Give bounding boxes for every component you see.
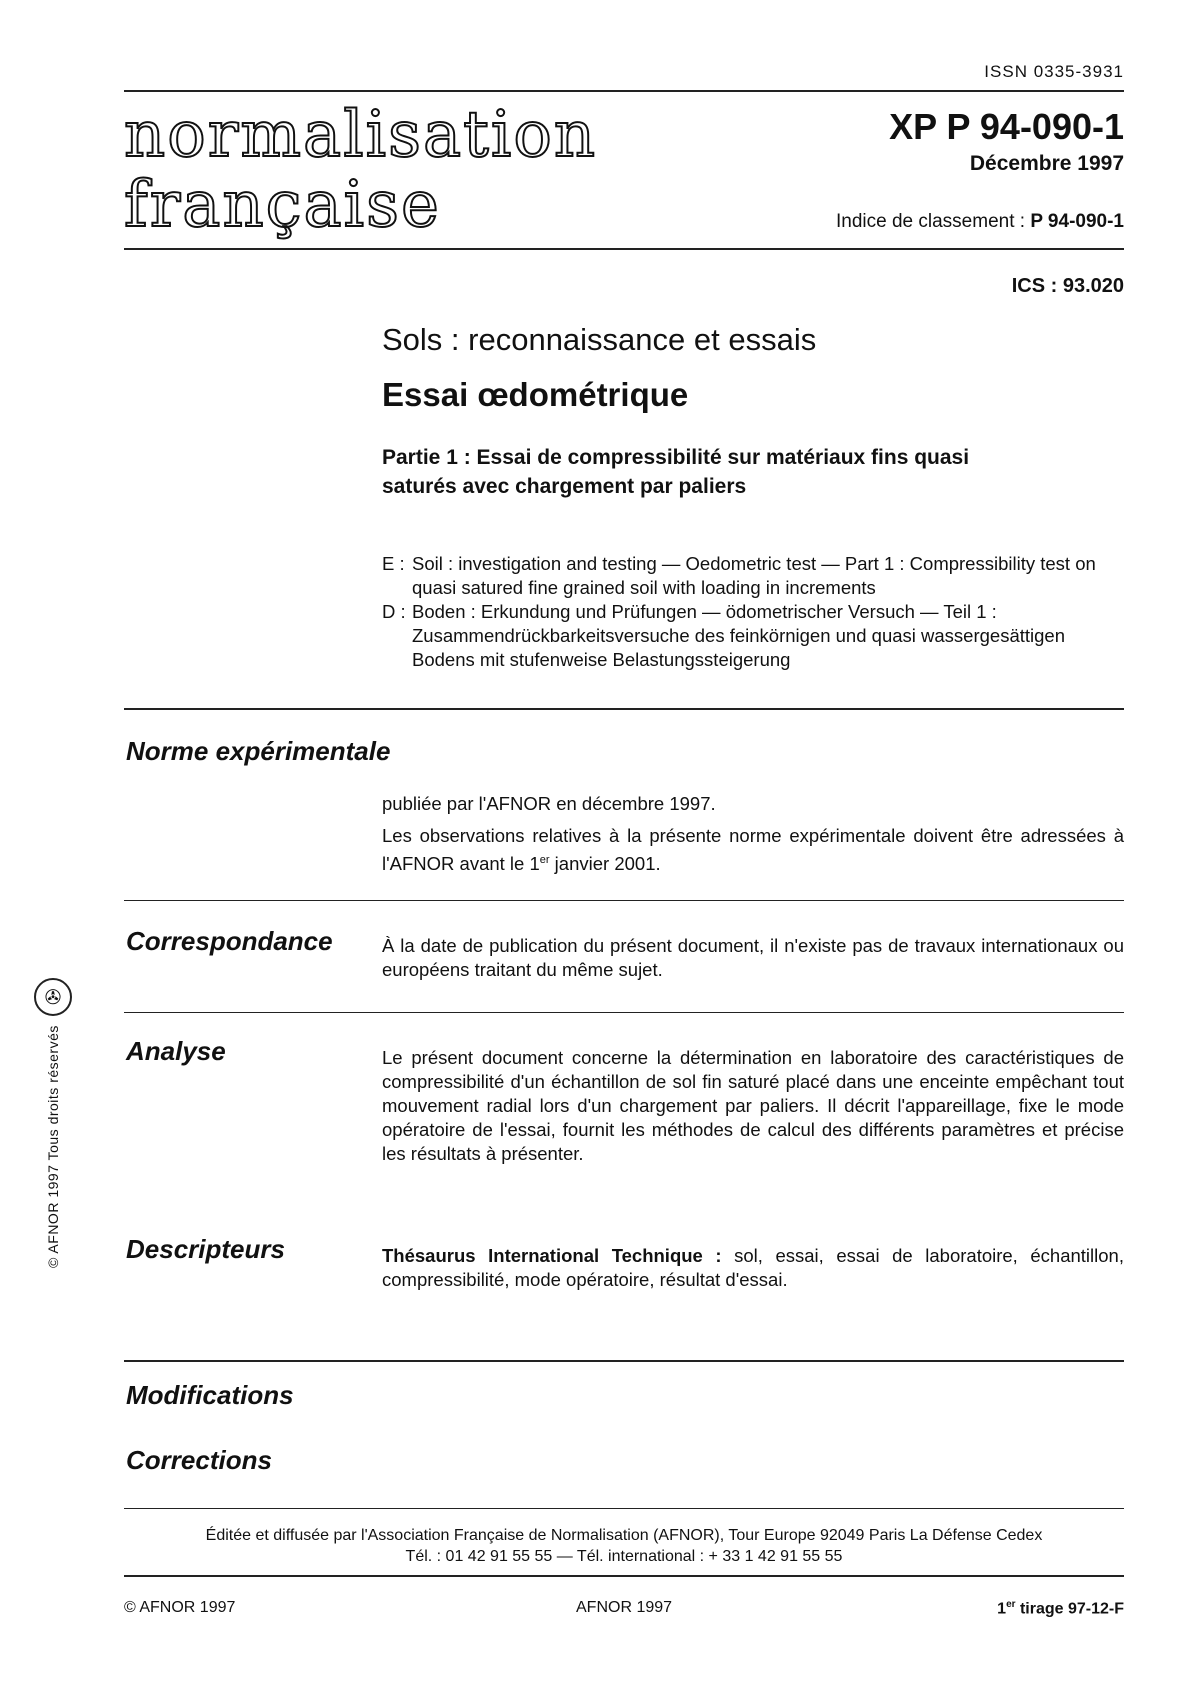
translation-text: Boden : Erkundung und Prüfungen — ödometrischer Versuch — Teil 1 : Zusammendrückbarkeitsversuche des feinkörnigen und quasi wassergesättigen Bodens mit stufenweise Belastungssteigerung bbox=[412, 601, 1065, 670]
normalisation-francaise-logo bbox=[124, 100, 597, 240]
norme-observations-end: janvier 2001. bbox=[549, 853, 661, 875]
section-rule bbox=[124, 900, 1124, 901]
sidebar-copyright-text: © AFNOR 1997 Tous droits réservés bbox=[45, 1025, 61, 1268]
section-heading-corrections: Corrections bbox=[126, 1445, 272, 1475]
document-part-title: Partie 1 : Essai de compressibilité sur matériaux fins quasi saturés avec chargement par paliers bbox=[382, 446, 970, 498]
section-heading-modifications: Modifications bbox=[126, 1380, 294, 1410]
document-subtitle: Sols : reconnaissance et essais bbox=[382, 322, 817, 357]
translation-english bbox=[382, 552, 1124, 600]
ics-code: ICS : 93.020 bbox=[1011, 275, 1124, 297]
header-bottom-rule bbox=[124, 248, 1124, 250]
translation-german bbox=[382, 600, 1124, 672]
norme-published-text: publiée par l'AFNOR en décembre 1997. bbox=[382, 793, 716, 814]
section-rule bbox=[124, 1012, 1124, 1013]
translation-text: Soil : investigation and testing — Oedometric test — Part 1 : Compressibility test on quasi satured fine grained soil with loading in increments bbox=[412, 553, 1096, 598]
descripteurs-label: Thésaurus International Technique : bbox=[382, 1245, 722, 1266]
section-heading-correspondance: Correspondance bbox=[126, 926, 333, 956]
descripteurs-text bbox=[382, 1244, 1124, 1292]
print-run-code: tirage 97-12-F bbox=[1015, 1600, 1124, 1618]
footer-top-rule bbox=[124, 1508, 1124, 1509]
footer-publisher bbox=[124, 1525, 1124, 1567]
norme-observations-main: Les observations relatives à la présente norme expérimentale doivent être adressées à l'AFNOR avant le 1 bbox=[382, 825, 1124, 875]
norme-observations-sup: er bbox=[539, 854, 550, 866]
section-heading-descripteurs: Descripteurs bbox=[126, 1234, 285, 1264]
footer-afnor-year: AFNOR 1997 bbox=[576, 1599, 673, 1616]
indice-label: Indice de classement : bbox=[836, 211, 1026, 232]
logo-line-2: française bbox=[124, 168, 441, 242]
sidebar-copyright bbox=[37, 1025, 67, 1425]
footer-publisher-line2: Tél. : 01 42 91 55 55 — Tél. international : + 33 1 42 91 55 55 bbox=[405, 1548, 843, 1565]
document-date: Décembre 1997 bbox=[969, 152, 1124, 175]
document-title: Essai œdométrique bbox=[382, 376, 689, 413]
analyse-text: Le présent document concerne la détermination en laboratoire des caractéristiques de compressibilité d'un échantillon de sol fin saturé placé dans une enceinte empêchant tout mouvement radial lors d'un chargement par paliers. Il décrit l'appareillage, fixe le mode opératoire de l'essai, fournit les méthodes de calcul des différents paramètres et précise les résultats à présenter. bbox=[382, 1047, 1124, 1164]
footer-publisher-line1: Éditée et diffusée par l'Association Française de Normalisation (AFNOR), Tour Europe 92049 Paris La Défense Cedex bbox=[205, 1527, 1043, 1544]
header-top-rule bbox=[124, 90, 1124, 92]
footer-copyright: © AFNOR 1997 bbox=[124, 1599, 236, 1616]
translation-key: E : bbox=[382, 553, 405, 574]
section-heading-analyse: Analyse bbox=[126, 1036, 226, 1066]
document-number: XP P 94-090-1 bbox=[889, 106, 1124, 147]
footer-bottom-rule bbox=[124, 1575, 1124, 1577]
footer-print-run bbox=[997, 1599, 1124, 1618]
section-heading-norme: Norme expérimentale bbox=[126, 736, 391, 766]
descripteurs-list: sol, essai, essai de laboratoire, échantillon, compressibilité, mode opératoire, résultat d'essai. bbox=[382, 1245, 1124, 1290]
translation-key: D : bbox=[382, 601, 406, 622]
title-translations bbox=[382, 552, 1124, 672]
afnor-seal-icon: ✇ bbox=[34, 978, 72, 1016]
logo-line-1: normalisation bbox=[124, 98, 598, 172]
correspondance-text: À la date de publication du présent document, il n'existe pas de travaux internationaux ou européens traitant du même sujet. bbox=[382, 935, 1124, 980]
print-run-number: 1 bbox=[997, 1600, 1007, 1618]
section-rule bbox=[124, 1360, 1124, 1362]
print-run-sup: er bbox=[1006, 1599, 1016, 1610]
indice-classement bbox=[836, 211, 1124, 233]
issn-number: ISSN 0335-3931 bbox=[984, 62, 1124, 81]
norme-observations-text bbox=[382, 824, 1124, 876]
section-rule bbox=[124, 708, 1124, 710]
indice-value: P 94-090-1 bbox=[1030, 211, 1124, 232]
